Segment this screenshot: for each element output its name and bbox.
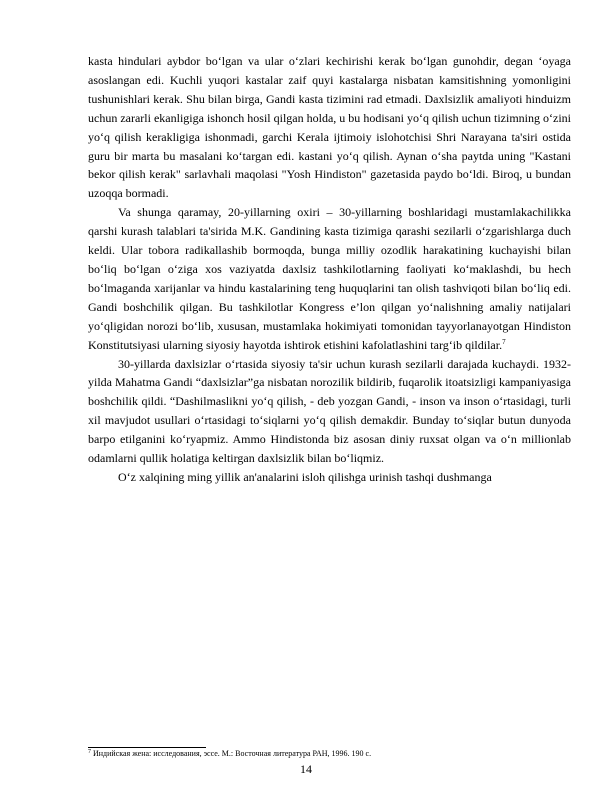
paragraph-4: [88, 468, 571, 487]
footnote-divider: [88, 747, 206, 748]
footnote-reference[interactable]: 7: [502, 337, 506, 346]
footnote: [88, 749, 571, 759]
document-page: [88, 52, 571, 487]
paragraph-2: [88, 203, 571, 354]
paragraph-1: [88, 52, 571, 203]
paragraph-2-text: Va shunga qaramay, 20-yillarning oxiri – 30-yillarning boshlaridagi mustamlakachilikka qarshi kurash talablari ta'sirida M.K. Gandining kasta tizimiga qarashi sezilarli o‘zgarishlarga duch keldi. Ular tobora radikallashib bormoqda, bunga milliy ozodlik harakatining kuchayishi bilan bo‘liq bo‘lgan o‘ziga xos vaziyatda daxlsiz tashkilotlarning faoliyati ko‘maklashdi, bu hech bo‘lmaganda xarijanlar va hindu kastalarining teng huquqlarini tan olish tashviqoti bilan bo‘liq edi. Gandi boshchilik qilgan. Bu tashkilotlar Kongress e’lon qilgan yo‘nalishning amaliy natijalari yo‘qligidan norozi bo‘lib, xususan, mustamlaka hokimiyati tomonidan tayyorlanayotgan Hindiston Konstitutsiyasi ularning siyosiy hayotda ishtirok etishini kafolatlashini targ‘ib qildilar.: [88, 205, 571, 352]
paragraph-3-text: 30-yillarda daxlsizlar o‘rtasida siyosiy ta'sir uchun kurash sezilarli darajada kuchaydi. 1932-yilda Mahatma Gandi “daxlsizlar”ga nisbatan norozilik bildirib, fuqarolik itoatsizligi kampaniyasiga boshchilik qildi. “Dashilmaslikni yo‘q qilish, - deb yozgan Gandi, - inson va inson o‘rtasidagi, turli xil mavjudot usullari o‘rtasidagi to‘siqlarni yo‘q qilish demakdir. Bunday to‘siqlar butun dunyoda barpo etilganini ko‘ryapmiz. Ammo Hindistonda biz asosan diniy ruxsat olgan va o‘n millionlab odamlarni qullik holatiga keltirgan daxlsizlik bilan bo‘liqmiz.: [88, 356, 571, 466]
paragraph-4-text: O‘z xalqining ming yillik an'analarini isloh qilishga urinish tashqi dushmanga: [118, 469, 492, 484]
footnote-text: Индийская жена: исследования, эссе. М.: Восточная литература РАН, 1996. 190 с.: [91, 749, 372, 758]
page-number: 14: [300, 762, 312, 776]
footnote-number: 7: [88, 749, 91, 755]
paragraph-1-text: kasta hindulari aybdor bo‘lgan va ular o‘zlari kechirishi kerak bo‘lgan gunohdir, degan ‘oyaga asoslangan edi. Kuchli yuqori kastalar zaif quyi kastalarga nisbatan kamsitishning yomonligini tushunishlari kerak. Shu bilan birga, Gandi kasta tizimini rad etmadi. Daxlsizlik amaliyoti hinduizm uchun zararli ekanligiga ishonch hosil qilgan holda, u bu hodisani yo‘q qilish uchun tizimning o‘zini yo‘q qilish kerakligiga ishonmadi, garchi Kerala ijtimoiy islohotchisi Shri Narayana ta'siri ostida guru bir marta bu masalani ko‘targan edi. kastani yo‘q qilish. Aynan o‘sha paytda uning "Kastani bekor qilish kerak" sarlavhali maqolasi "Yosh Hindiston" gazetasida paydo bo‘ldi. Biroq, u bundan uzoqqa bormadi.: [88, 54, 571, 201]
paragraph-3: [88, 355, 571, 468]
